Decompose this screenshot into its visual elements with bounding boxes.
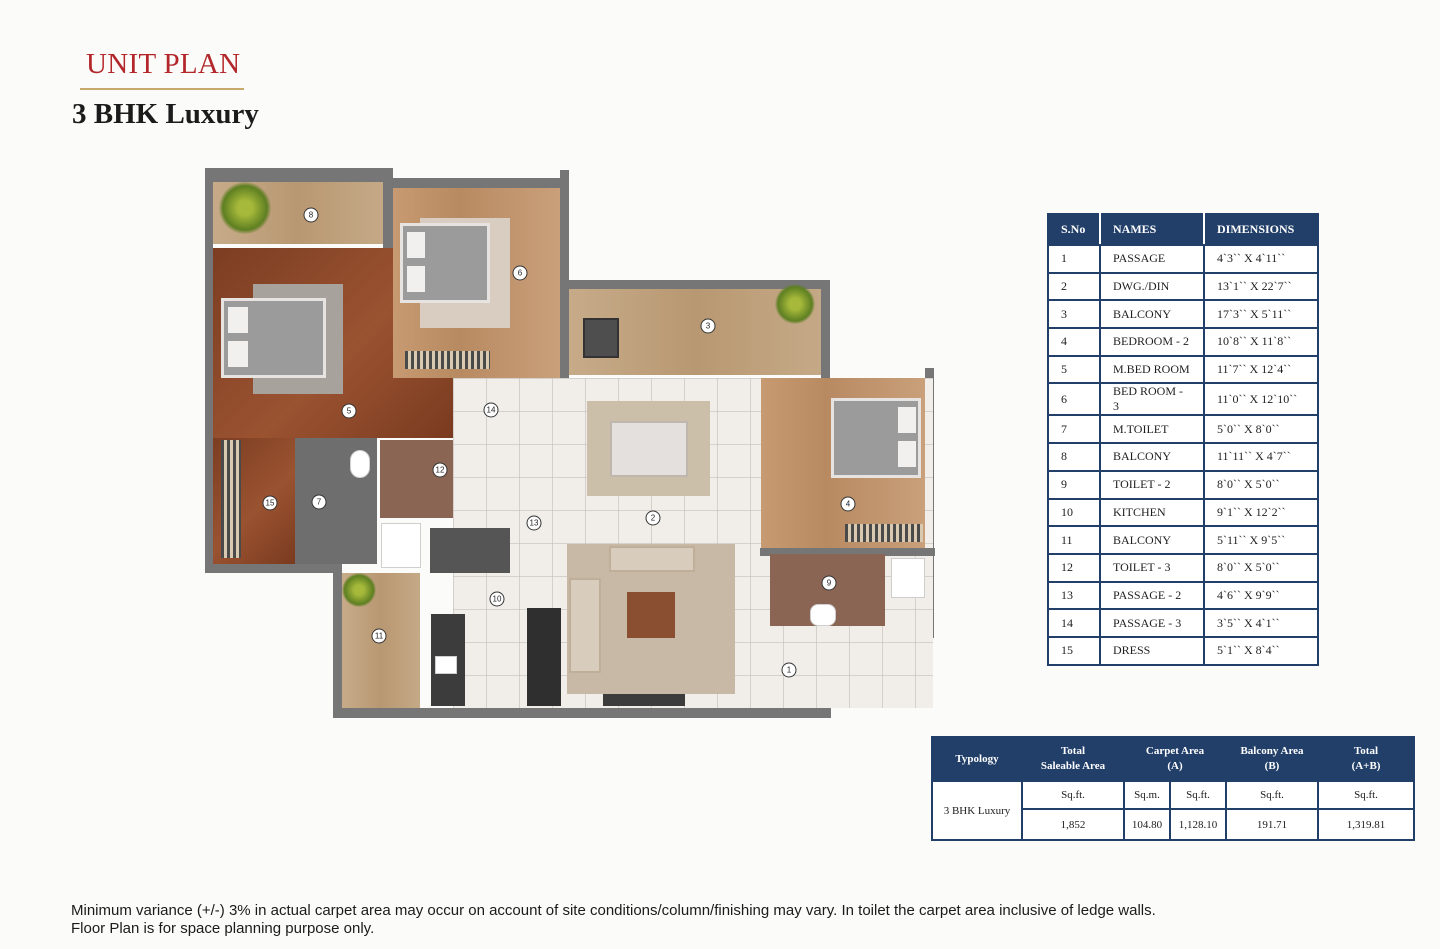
room-name-cell: M.BED ROOM <box>1100 356 1204 384</box>
column-header-typology: Typology <box>932 737 1022 781</box>
wall <box>333 568 342 718</box>
room-dimension-cell: 8`0`` X 5`0`` <box>1204 471 1318 499</box>
wall <box>821 283 830 379</box>
room-marker-2: 2 <box>646 511 661 526</box>
unit-cell: Sq.ft. <box>1170 781 1226 809</box>
room-dimension-cell: 5`0`` X 8`0`` <box>1204 415 1318 443</box>
row-number-cell: 10 <box>1048 499 1100 527</box>
column-header-total: Total (A+B) <box>1318 737 1414 781</box>
utility-unit <box>891 558 925 598</box>
disclaimer <box>71 902 1271 938</box>
table-header-row <box>1048 214 1318 245</box>
toilet-fixture <box>350 450 370 478</box>
kitchen-counter <box>430 528 510 573</box>
row-number-cell: 9 <box>1048 471 1100 499</box>
area-summary-table <box>931 736 1415 841</box>
wardrobe <box>845 524 923 542</box>
total-area-value: 1,319.81 <box>1318 809 1414 840</box>
row-number-cell: 1 <box>1048 245 1100 273</box>
room-dimension-cell: 11`7`` X 12`4`` <box>1204 356 1318 384</box>
saleable-area-value: 1,852 <box>1022 809 1124 840</box>
table-body <box>1048 245 1318 665</box>
page-title: UNIT PLAN <box>86 48 241 80</box>
row-number-cell: 2 <box>1048 273 1100 301</box>
row-number-cell: 8 <box>1048 443 1100 471</box>
room-name-cell: TOILET - 2 <box>1100 471 1204 499</box>
table-row <box>1048 582 1318 610</box>
table-row <box>1048 328 1318 356</box>
room-dimension-cell: 8`0`` X 5`0`` <box>1204 554 1318 582</box>
row-number-cell: 13 <box>1048 582 1100 610</box>
room-name-cell: PASSAGE <box>1100 245 1204 273</box>
kitchen-counter <box>527 608 561 706</box>
row-number-cell: 6 <box>1048 383 1100 415</box>
plant-icon <box>775 284 815 324</box>
table-row <box>1048 554 1318 582</box>
room-marker-9: 9 <box>822 576 837 591</box>
table-row <box>1048 471 1318 499</box>
room-dimension-cell: 5`1`` X 8`4`` <box>1204 637 1318 665</box>
table-row <box>1048 443 1318 471</box>
room-marker-4: 4 <box>841 497 856 512</box>
table-row <box>1048 356 1318 384</box>
room-dimension-cell: 4`6`` X 9`9`` <box>1204 582 1318 610</box>
typology-cell: 3 BHK Luxury <box>932 781 1022 840</box>
room-name-cell: BALCONY <box>1100 443 1204 471</box>
column-header-names: NAMES <box>1100 214 1204 245</box>
unit-cell: Sq.ft. <box>1226 781 1318 809</box>
room-dimension-cell: 10`8`` X 11`8`` <box>1204 328 1318 356</box>
room-dimension-cell: 4`3`` X 4`11`` <box>1204 245 1318 273</box>
room-dimension-cell: 5`11`` X 9`5`` <box>1204 526 1318 554</box>
room-marker-10: 10 <box>490 592 505 607</box>
room-marker-15: 15 <box>263 496 278 511</box>
plant-icon <box>219 182 271 234</box>
room-name-cell: BALCONY <box>1100 300 1204 328</box>
row-number-cell: 7 <box>1048 415 1100 443</box>
table-row <box>1048 499 1318 527</box>
room-marker-11: 11 <box>372 629 387 644</box>
room-name-cell: TOILET - 3 <box>1100 554 1204 582</box>
room-dimension-cell: 13`1`` X 22`7`` <box>1204 273 1318 301</box>
toilet-fixture <box>810 604 836 626</box>
room-name-cell: DWG./DIN <box>1100 273 1204 301</box>
coffee-table <box>627 592 675 638</box>
room-name-cell: BALCONY <box>1100 526 1204 554</box>
room-marker-3: 3 <box>701 319 716 334</box>
row-number-cell: 11 <box>1048 526 1100 554</box>
room-name-cell: DRESS <box>1100 637 1204 665</box>
column-header-carpet: Carpet Area (A) <box>1124 737 1226 781</box>
sofa <box>569 578 601 673</box>
column-header-saleable: Total Saleable Area <box>1022 737 1124 781</box>
room-name-cell: PASSAGE - 2 <box>1100 582 1204 610</box>
room-name-cell: M.TOILET <box>1100 415 1204 443</box>
bed <box>831 398 921 478</box>
row-number-cell: 15 <box>1048 637 1100 665</box>
row-number-cell: 14 <box>1048 609 1100 637</box>
wall <box>205 168 213 572</box>
plant-icon <box>342 573 376 607</box>
bed <box>221 298 326 378</box>
room-dimensions-table <box>1047 213 1319 666</box>
sink <box>435 656 457 674</box>
room-dimension-cell: 17`3`` X 5`11`` <box>1204 300 1318 328</box>
wall <box>205 168 393 182</box>
unit-type-heading: 3 BHK Luxury <box>72 98 259 130</box>
wall <box>560 170 569 380</box>
table-row <box>1048 637 1318 665</box>
room-marker-1: 1 <box>782 663 797 678</box>
title-divider <box>80 88 244 90</box>
table-row <box>1048 383 1318 415</box>
table-row <box>1048 526 1318 554</box>
unit-cell: Sq.ft. <box>1022 781 1124 809</box>
room-dimension-cell: 9`1`` X 12`2`` <box>1204 499 1318 527</box>
room-marker-14: 14 <box>484 403 499 418</box>
table-row <box>1048 609 1318 637</box>
table-row <box>1048 415 1318 443</box>
table-row <box>1048 273 1318 301</box>
room-dimension-cell: 11`0`` X 12`10`` <box>1204 383 1318 415</box>
room-name-cell: PASSAGE - 3 <box>1100 609 1204 637</box>
column-header-dimensions: DIMENSIONS <box>1204 214 1318 245</box>
sofa <box>609 546 695 572</box>
row-number-cell: 4 <box>1048 328 1100 356</box>
carpet-area-sqm-value: 104.80 <box>1124 809 1170 840</box>
column-header-balcony: Balcony Area (B) <box>1226 737 1318 781</box>
bed <box>400 223 490 303</box>
table-row <box>1048 245 1318 273</box>
balcony-area-value: 191.71 <box>1226 809 1318 840</box>
room-marker-12: 12 <box>433 463 448 478</box>
row-number-cell: 3 <box>1048 300 1100 328</box>
room-marker-8: 8 <box>304 208 319 223</box>
armchair <box>583 318 619 358</box>
dining-table <box>610 421 688 477</box>
utility-unit <box>381 523 421 568</box>
room-marker-5: 5 <box>342 404 357 419</box>
room-dimension-cell: 11`11`` X 4`7`` <box>1204 443 1318 471</box>
column-header-sno: S.No <box>1048 214 1100 245</box>
wall <box>205 564 342 573</box>
room-name-cell: BED ROOM - 3 <box>1100 383 1204 415</box>
room-marker-6: 6 <box>513 266 528 281</box>
carpet-area-sqft-value: 1,128.10 <box>1170 809 1226 840</box>
row-number-cell: 12 <box>1048 554 1100 582</box>
table-row <box>1048 300 1318 328</box>
wardrobe <box>405 351 490 369</box>
row-number-cell: 5 <box>1048 356 1100 384</box>
wardrobe <box>221 440 241 558</box>
unit-cell: Sq.m. <box>1124 781 1170 809</box>
room-dimension-cell: 3`5`` X 4`1`` <box>1204 609 1318 637</box>
room-name-cell: KITCHEN <box>1100 499 1204 527</box>
room-marker-7: 7 <box>312 495 327 510</box>
tv-unit <box>603 694 685 706</box>
disclaimer-line-2: Floor Plan is for space planning purpose only. <box>71 920 375 937</box>
wall <box>333 708 831 718</box>
wall <box>388 178 568 188</box>
room-name-cell: BEDROOM - 2 <box>1100 328 1204 356</box>
disclaimer-line-1: Minimum variance (+/-) 3% in actual carpet area may occur on account of site conditions/column/finishing may vary. In toilet the carpet area inclusive of ledge walls. <box>71 902 1156 919</box>
unit-cell: Sq.ft. <box>1318 781 1414 809</box>
room-marker-13: 13 <box>527 516 542 531</box>
